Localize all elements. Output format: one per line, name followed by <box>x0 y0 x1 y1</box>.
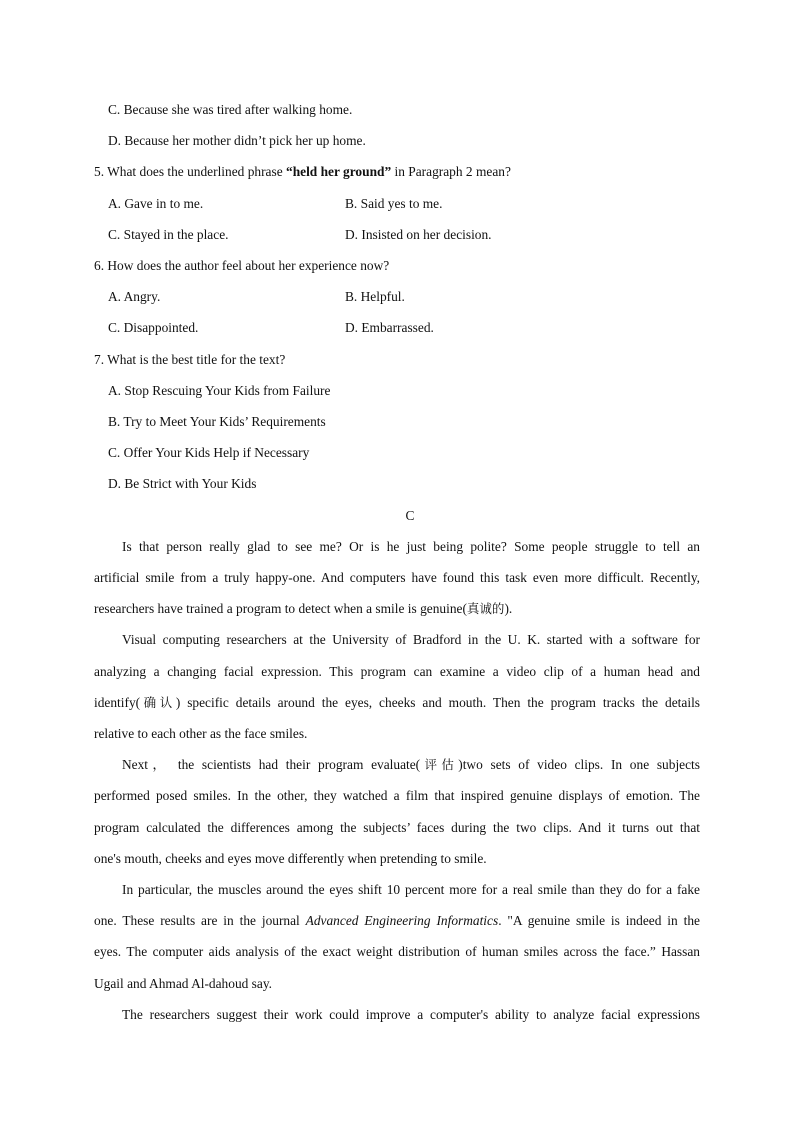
passage-p4-line4: Ugail and Ahmad Al-dahoud say. <box>94 976 273 991</box>
q6-option-b: B. Helpful. <box>345 289 405 304</box>
q5-option-d: D. Insisted on her decision. <box>345 227 492 242</box>
passage-p2-line2: analyzing a changing facial expression. This program can examine a video clip of a human head and <box>94 664 700 679</box>
passage-p2-line3-end: ) specific details around the eyes, cheeks and mouth. Then the program tracks the details <box>175 695 700 710</box>
section-heading: C <box>405 508 415 523</box>
passage-p4-line1: In particular, the muscles around the eyes shift 10 percent more for a real smile than they do for a fake <box>122 882 700 897</box>
q5-option-a: A. Gave in to me. <box>108 196 204 211</box>
q4-option-d: D. Because her mother didn’t pick her up home. <box>108 133 366 148</box>
passage-p5-line1: The researchers suggest their work could improve a computer's ability to analyze facial expressions <box>122 1007 700 1022</box>
q5-question <box>94 163 511 181</box>
passage-p2-line3-text: identify( <box>94 695 141 710</box>
passage-p4-line2-text: one. These results are in the journal <box>94 913 306 928</box>
passage-p1-gloss: 真诚的 <box>466 601 505 616</box>
passage-p1-line1: Is that person really glad to see me? Or is he just being polite? Some people struggle to tell an <box>122 539 700 554</box>
q6-question: 6. How does the author feel about her experience now? <box>94 258 390 273</box>
passage-p2-line3 <box>94 694 700 712</box>
q7-option-a: A. Stop Rescuing Your Kids from Failure <box>108 383 331 398</box>
q5-question-prefix: 5. What does the underlined phrase <box>94 164 286 179</box>
q7-option-b: B. Try to Meet Your Kids’ Requirements <box>108 414 326 429</box>
q7-option-c: C. Offer Your Kids Help if Necessary <box>108 445 310 460</box>
passage-p3-line2: performed posed smiles. In the other, they watched a film that inspired genuine displays of emotion. The <box>94 788 700 803</box>
passage-p4-line3: eyes. The computer aids analysis of the exact weight distribution of human smiles across the face.” Hassan <box>94 944 700 959</box>
passage-p2-gloss: 确认 <box>140 695 176 710</box>
q6-option-c: C. Disappointed. <box>108 320 199 335</box>
passage-p1-line3-text: researchers have trained a program to detect when a smile is genuine( <box>94 601 467 616</box>
passage-p2-line1: Visual computing researchers at the University of Bradford in the U. K. started with a software for <box>122 632 700 647</box>
q5-underlined-phrase: “held her ground” <box>286 164 392 179</box>
q5-option-b: B. Said yes to me. <box>345 196 443 211</box>
q5-option-c: C. Stayed in the place. <box>108 227 229 242</box>
passage-p3-line3: program calculated the differences among the subjects’ faces during the two clips. And it turns out that <box>94 820 700 835</box>
passage-p3-line1-end: )two sets of video clips. In one subjects <box>458 757 700 772</box>
passage-p3-line1-text: Next， the scientists had their program evaluate( <box>122 757 421 772</box>
q6-option-d: D. Embarrassed. <box>345 320 434 335</box>
q4-option-c: C. Because she was tired after walking home. <box>108 102 353 117</box>
passage-p3-line1 <box>122 756 700 774</box>
passage-p4-line2 <box>94 912 700 930</box>
passage-p3-gloss: 评估 <box>420 757 459 772</box>
passage-p2-line4: relative to each other as the face smiles. <box>94 726 308 741</box>
passage-p1-line2: artificial smile from a truly happy-one. And computers have found this task even more difficult. Recently, <box>94 570 700 585</box>
q5-question-suffix: in Paragraph 2 mean? <box>391 164 511 179</box>
journal-name: Advanced Engineering Informatics <box>305 913 499 928</box>
q6-option-a: A. Angry. <box>108 289 161 304</box>
passage-p3-line4: one's mouth, cheeks and eyes move differently when pretending to smile. <box>94 851 487 866</box>
q7-option-d: D. Be Strict with Your Kids <box>108 476 257 491</box>
q7-question: 7. What is the best title for the text? <box>94 352 286 367</box>
passage-p1-line3 <box>94 600 700 618</box>
passage-p4-line2-end: . "A genuine smile is indeed in the <box>498 913 700 928</box>
passage-p1-line3-end: ). <box>504 601 513 616</box>
